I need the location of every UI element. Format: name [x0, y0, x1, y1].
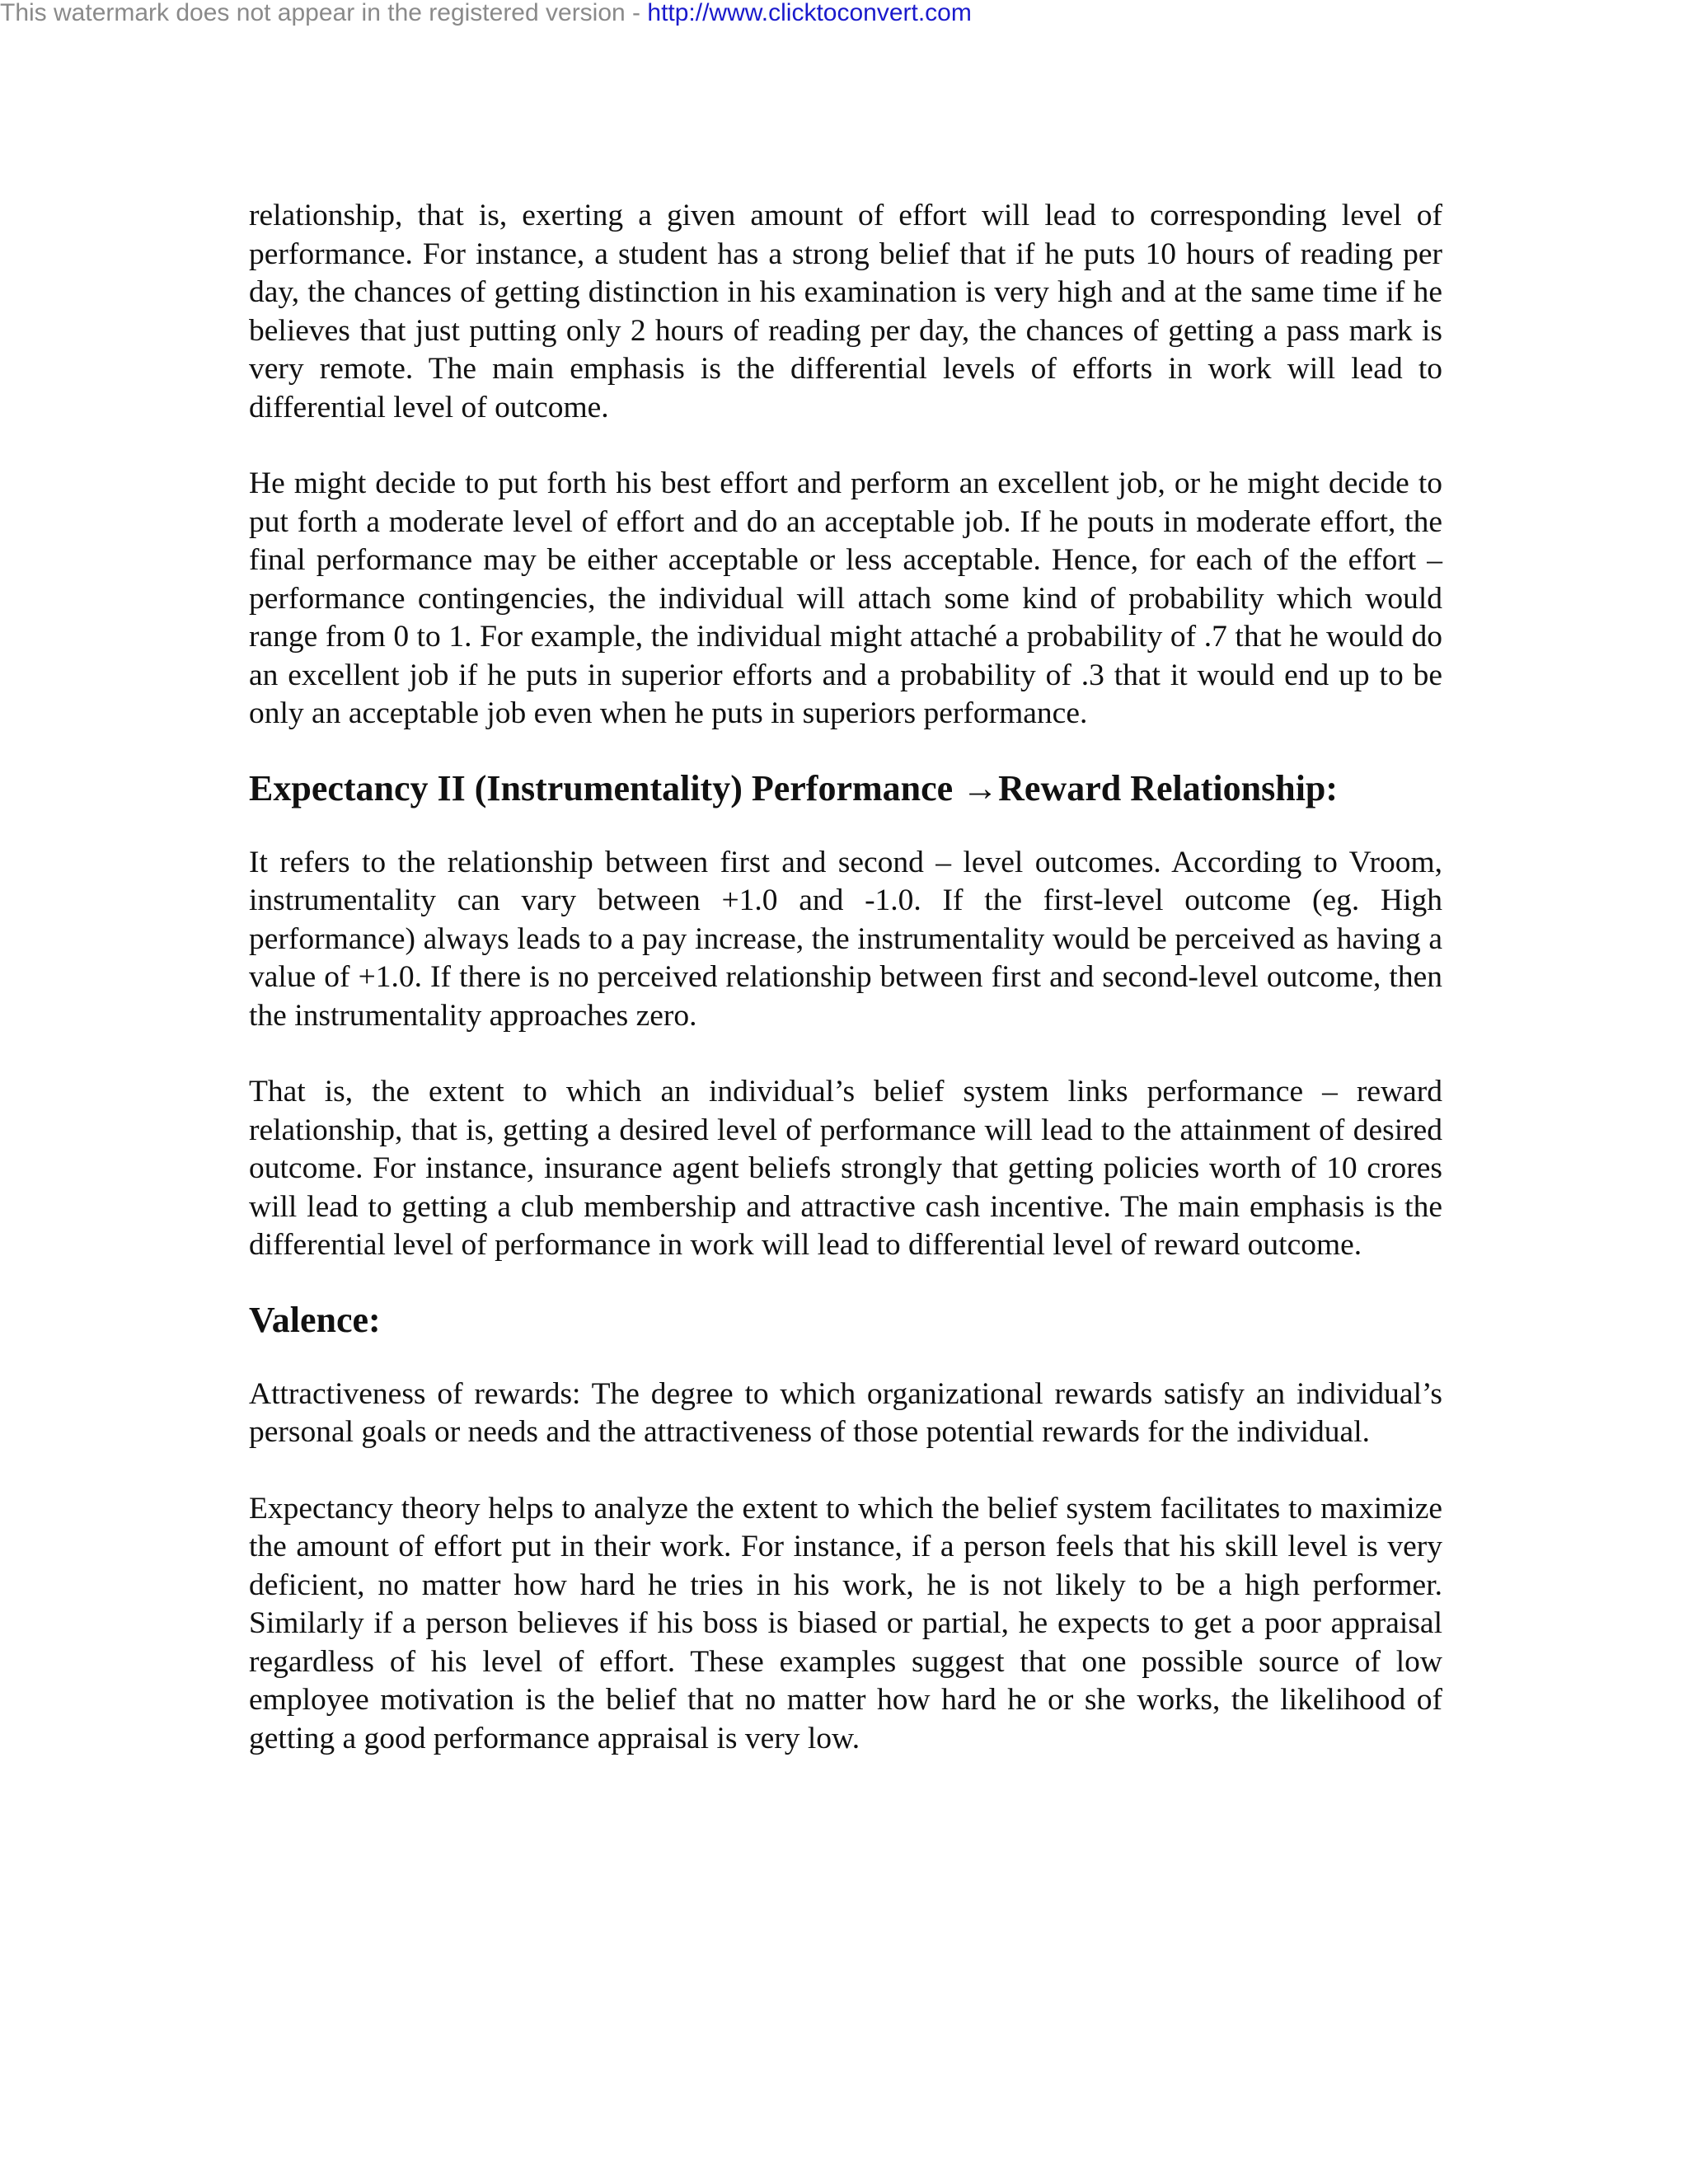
heading-valence: Valence: — [249, 1299, 381, 1340]
paragraph-instrumentality: It refers to the relationship between first and second – level outcomes. According to Vroom, instrumentality can vary between +1.0 and -1.0. If the first-level outcome (eg. High performance) always leads to a pay increase, the instrumentality would be perceived as having a value of +1.0. If there is no perceived relationship between first and second-level outcome, then the instrumentality approaches zero. — [249, 845, 1442, 1033]
paragraph-expectancy-theory: Expectancy theory helps to analyze the extent to which the belief system facilitates to maximize the amount of effort put in their work. For instance, if a person feels that his skill level is very deficient, no matter how hard he tries in his work, he is not likely to be a high performer. Similarly if a person believes if his boss is biased or partial, he expects to get a poor appraisal regardless of his level of effort. These examples suggest that one possible source of low employee motivation is the belief that no matter how hard he or she works, the likelihood of getting a good performance appraisal is very low. — [249, 1491, 1442, 1755]
paragraph-effort-performance: relationship, that is, exerting a given amount of effort will lead to corresponding level of performance. For instance, a student has a strong belief that if he puts 10 hours of reading per day, the chances of getting distinction in his examination is very high and at the same time if he believes that just putting only 2 hours of reading per day, the chances of getting a pass mark is very remote. The main emphasis is the differential levels of efforts in work will lead to differential level of outcome. — [249, 199, 1442, 424]
heading-expectancy-ii: Expectancy II (Instrumentality) Performance →Reward Relationship: — [249, 767, 1339, 808]
watermark-text: This watermark does not appear in the registered version - — [0, 0, 648, 26]
paragraph-belief-system: That is, the extent to which an individual’s belief system links performance – reward relationship, that is, getting a desired level of performance will lead to the attainment of desired outcome. For instance, insurance agent beliefs strongly that getting policies worth of 10 crores will lead to getting a club membership and attractive cash incentive. The main emphasis is the differential level of performance in work will lead to differential level of reward outcome. — [249, 1075, 1442, 1262]
watermark-banner — [0, 0, 972, 26]
document-body — [249, 197, 1442, 1758]
watermark-link[interactable]: http://www.clicktoconvert.com — [647, 0, 972, 26]
paragraph-probability: He might decide to put forth his best effort and perform an excellent job, or he might decide to put forth a moderate level of effort and do an acceptable job. If he pouts in moderate effort, the final performance may be either acceptable or less acceptable. Hence, for each of the effort – performance contingencies, the individual will attach some kind of probability which would range from 0 to 1. For example, the individual might attaché a probability of .7 that he would do an excellent job if he puts in superior efforts and a probability of .3 that it would end up to be only an acceptable job even when he puts in superiors performance. — [249, 466, 1442, 730]
paragraph-attractiveness: Attractiveness of rewards: The degree to which organizational rewards satisfy an individual’s personal goals or needs and the attractiveness of those potential rewards for the individual. — [249, 1376, 1442, 1449]
